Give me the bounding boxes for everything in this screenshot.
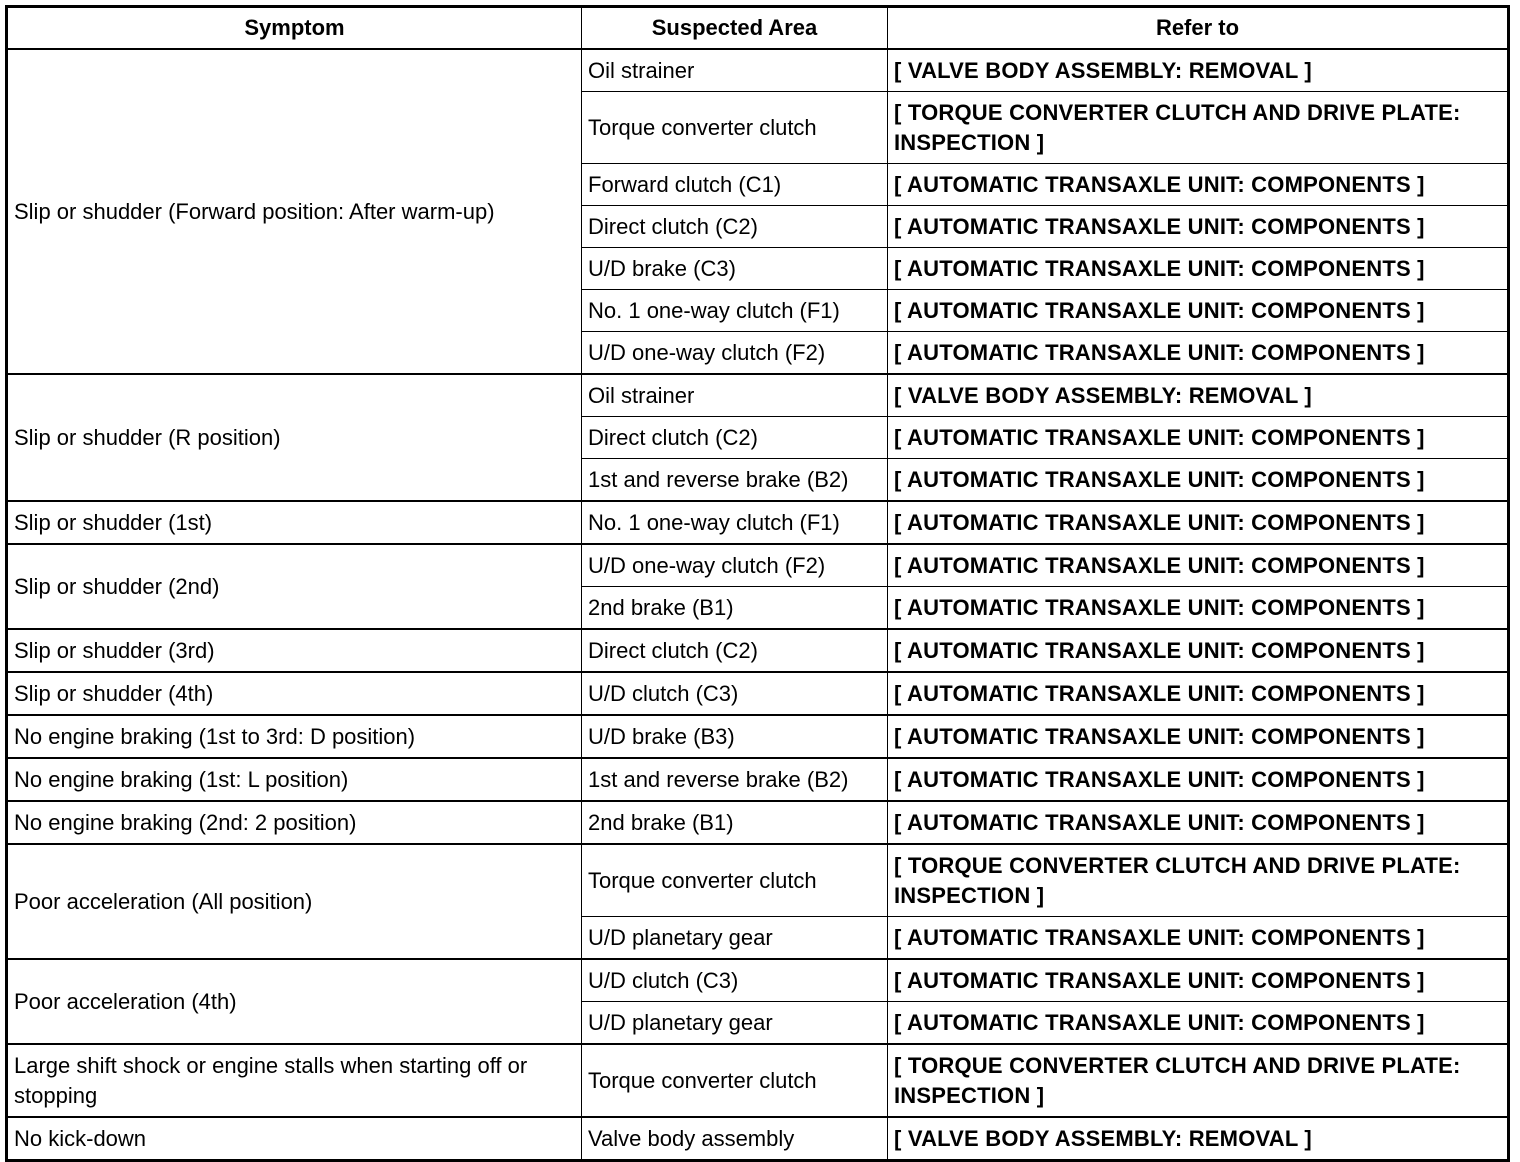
suspected-area-cell: U/D planetary gear (582, 1002, 888, 1045)
suspected-area-cell: U/D one-way clutch (F2) (582, 544, 888, 587)
table-row (7, 629, 1509, 672)
refer-link[interactable]: [ VALVE BODY ASSEMBLY: REMOVAL ] (888, 49, 1509, 92)
refer-link[interactable]: [ AUTOMATIC TRANSAXLE UNIT: COMPONENTS ] (888, 587, 1509, 630)
suspected-area-cell: 2nd brake (B1) (582, 587, 888, 630)
suspected-area-cell: Torque converter clutch (582, 92, 888, 164)
table-row (7, 374, 1509, 417)
symptom-cell: No engine braking (1st to 3rd: D position) (7, 715, 582, 758)
symptom-cell: Slip or shudder (3rd) (7, 629, 582, 672)
refer-link[interactable]: [ AUTOMATIC TRANSAXLE UNIT: COMPONENTS ] (888, 715, 1509, 758)
refer-link[interactable]: [ AUTOMATIC TRANSAXLE UNIT: COMPONENTS ] (888, 917, 1509, 960)
symptom-cell: No kick-down (7, 1117, 582, 1161)
table-row (7, 844, 1509, 917)
suspected-area-cell: U/D brake (B3) (582, 715, 888, 758)
suspected-area-cell: Torque converter clutch (582, 1044, 888, 1117)
suspected-area-cell: Valve body assembly (582, 1117, 888, 1161)
suspected-area-cell: U/D clutch (C3) (582, 672, 888, 715)
header-refer-to: Refer to (888, 7, 1509, 50)
refer-link[interactable]: [ VALVE BODY ASSEMBLY: REMOVAL ] (888, 1117, 1509, 1161)
symptom-cell: No engine braking (2nd: 2 position) (7, 801, 582, 844)
symptom-cell: Poor acceleration (All position) (7, 844, 582, 959)
symptom-cell: Slip or shudder (Forward position: After warm-up) (7, 49, 582, 374)
refer-link[interactable]: [ AUTOMATIC TRANSAXLE UNIT: COMPONENTS ] (888, 629, 1509, 672)
symptom-cell: Slip or shudder (2nd) (7, 544, 582, 629)
suspected-area-cell: 1st and reverse brake (B2) (582, 758, 888, 801)
header-symptom: Symptom (7, 7, 582, 50)
suspected-area-cell: U/D planetary gear (582, 917, 888, 960)
refer-link[interactable]: [ TORQUE CONVERTER CLUTCH AND DRIVE PLATE: INSPECTION ] (888, 1044, 1509, 1117)
header-row (7, 7, 1509, 50)
table-row (7, 959, 1509, 1002)
suspected-area-cell: 1st and reverse brake (B2) (582, 459, 888, 502)
suspected-area-cell: Direct clutch (C2) (582, 206, 888, 248)
symptom-cell: Slip or shudder (1st) (7, 501, 582, 544)
refer-link[interactable]: [ AUTOMATIC TRANSAXLE UNIT: COMPONENTS ] (888, 672, 1509, 715)
suspected-area-cell: Direct clutch (C2) (582, 629, 888, 672)
refer-link[interactable]: [ TORQUE CONVERTER CLUTCH AND DRIVE PLATE: INSPECTION ] (888, 844, 1509, 917)
table-row (7, 758, 1509, 801)
suspected-area-cell: Torque converter clutch (582, 844, 888, 917)
refer-link[interactable]: [ AUTOMATIC TRANSAXLE UNIT: COMPONENTS ] (888, 164, 1509, 206)
symptom-cell: Large shift shock or engine stalls when starting off or stopping (7, 1044, 582, 1117)
suspected-area-cell: U/D one-way clutch (F2) (582, 332, 888, 375)
suspected-area-cell: Oil strainer (582, 49, 888, 92)
refer-link[interactable]: [ TORQUE CONVERTER CLUTCH AND DRIVE PLATE: INSPECTION ] (888, 92, 1509, 164)
table-body (7, 49, 1509, 1161)
suspected-area-cell: U/D brake (C3) (582, 248, 888, 290)
header-suspected-area: Suspected Area (582, 7, 888, 50)
table-row (7, 501, 1509, 544)
symptom-cell: No engine braking (1st: L position) (7, 758, 582, 801)
refer-link[interactable]: [ AUTOMATIC TRANSAXLE UNIT: COMPONENTS ] (888, 1002, 1509, 1045)
symptom-cell: Slip or shudder (R position) (7, 374, 582, 501)
table-row (7, 544, 1509, 587)
suspected-area-cell: Forward clutch (C1) (582, 164, 888, 206)
table-row (7, 49, 1509, 92)
table-row (7, 801, 1509, 844)
suspected-area-cell: Oil strainer (582, 374, 888, 417)
symptom-cell: Poor acceleration (4th) (7, 959, 582, 1044)
refer-link[interactable]: [ AUTOMATIC TRANSAXLE UNIT: COMPONENTS ] (888, 459, 1509, 502)
refer-link[interactable]: [ AUTOMATIC TRANSAXLE UNIT: COMPONENTS ] (888, 544, 1509, 587)
suspected-area-cell: No. 1 one-way clutch (F1) (582, 501, 888, 544)
suspected-area-cell: U/D clutch (C3) (582, 959, 888, 1002)
refer-link[interactable]: [ AUTOMATIC TRANSAXLE UNIT: COMPONENTS ] (888, 248, 1509, 290)
table-row (7, 715, 1509, 758)
troubleshooting-table (5, 5, 1510, 1162)
troubleshooting-table-container (5, 5, 1510, 1162)
refer-link[interactable]: [ AUTOMATIC TRANSAXLE UNIT: COMPONENTS ] (888, 959, 1509, 1002)
table-row (7, 672, 1509, 715)
refer-link[interactable]: [ AUTOMATIC TRANSAXLE UNIT: COMPONENTS ] (888, 290, 1509, 332)
suspected-area-cell: No. 1 one-way clutch (F1) (582, 290, 888, 332)
suspected-area-cell: 2nd brake (B1) (582, 801, 888, 844)
table-row (7, 1117, 1509, 1161)
refer-link[interactable]: [ AUTOMATIC TRANSAXLE UNIT: COMPONENTS ] (888, 332, 1509, 375)
refer-link[interactable]: [ AUTOMATIC TRANSAXLE UNIT: COMPONENTS ] (888, 206, 1509, 248)
refer-link[interactable]: [ AUTOMATIC TRANSAXLE UNIT: COMPONENTS ] (888, 758, 1509, 801)
refer-link[interactable]: [ VALVE BODY ASSEMBLY: REMOVAL ] (888, 374, 1509, 417)
suspected-area-cell: Direct clutch (C2) (582, 417, 888, 459)
refer-link[interactable]: [ AUTOMATIC TRANSAXLE UNIT: COMPONENTS ] (888, 501, 1509, 544)
symptom-cell: Slip or shudder (4th) (7, 672, 582, 715)
refer-link[interactable]: [ AUTOMATIC TRANSAXLE UNIT: COMPONENTS ] (888, 801, 1509, 844)
table-row (7, 1044, 1509, 1117)
refer-link[interactable]: [ AUTOMATIC TRANSAXLE UNIT: COMPONENTS ] (888, 417, 1509, 459)
